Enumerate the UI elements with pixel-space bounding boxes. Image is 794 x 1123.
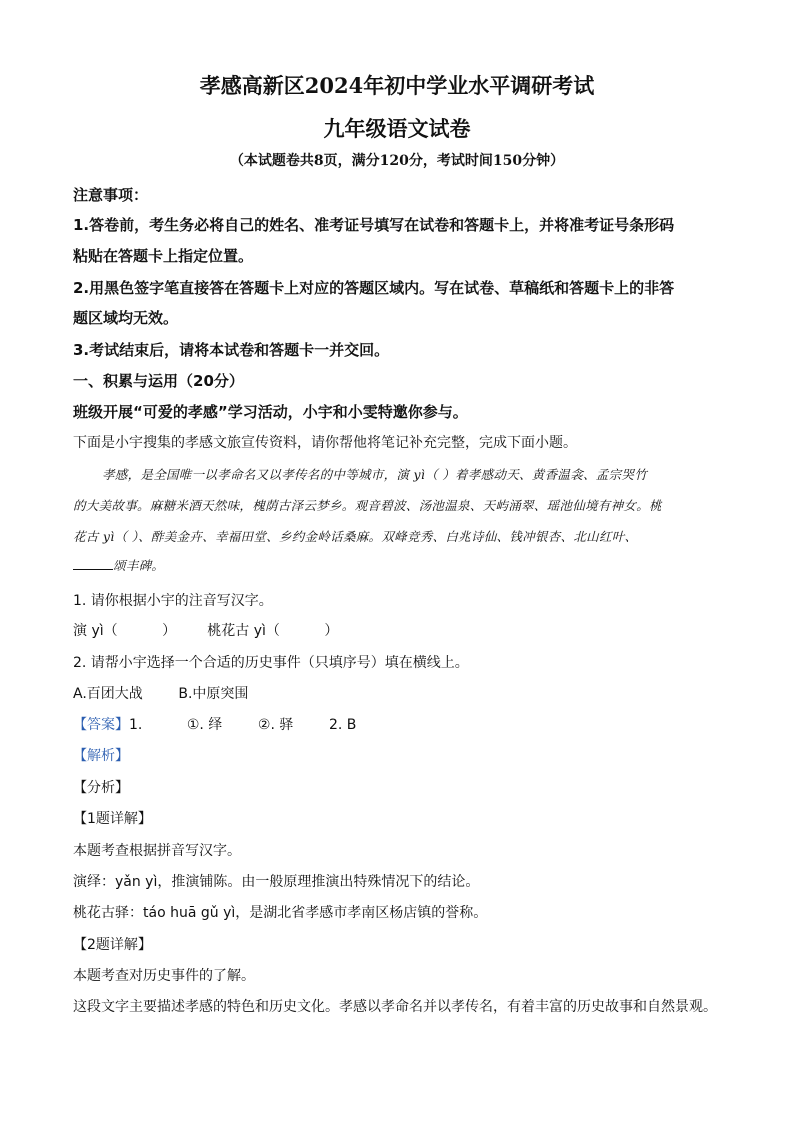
passage-line-4-text: 颂丰碑。: [113, 558, 165, 573]
detail-2-line-2: 这段文字主要描述孝感的特色和历史文化。孝感以孝命名并以孝传名，有着丰富的历史故事和自然景观。: [73, 999, 717, 1015]
question-2-options: A.百团大战 B.中原突围: [73, 686, 249, 702]
analysis-label: 【解析】: [73, 748, 129, 764]
notice-heading: 注意事项：: [73, 186, 149, 204]
question-2: 2. 请帮小宇选择一个合适的历史事件（只填序号）填在横线上。: [73, 655, 469, 671]
question-1-items: 演 yì（ ） 桃花古 yì（ ）: [73, 623, 339, 639]
notice-item-1-cont: 粘贴在答题卡上指定位置。: [73, 247, 254, 265]
section-task: 下面是小宇搜集的孝感文旅宣传资料，请你帮他将笔记补充完整，完成下面小题。: [73, 435, 577, 451]
history-event-blank: [73, 557, 113, 570]
passage-line-1: 孝感，是全国唯一以孝命名又以孝传名的中等城市，演 yì（ ）着孝感动天、黄香温衾、孟宗哭竹: [102, 467, 648, 482]
answer-line: [73, 714, 356, 734]
detail-1-line-2: 演绎：yǎn yì，推演铺陈。由一般原理推演出特殊情况下的结论。: [73, 874, 480, 890]
section-intro: 班级开展“可爱的孝感”学习活动，小宇和小雯特邀你参与。: [73, 403, 468, 421]
answer-content: 1. ①. 绎 ②. 驿 2. B: [129, 717, 357, 733]
passage-line-4: [73, 556, 164, 574]
page-title: 孝感高新区2024年初中学业水平调研考试: [199, 73, 595, 98]
notice-item-1: 1.答卷前，考生务必将自己的姓名、准考证号填写在试卷和答题卡上，并将准考证号条形码: [73, 216, 675, 234]
answer-label: 【答案】: [73, 717, 129, 733]
exam-info: （本试题卷共8页，满分120分，考试时间150分钟）: [229, 153, 565, 169]
detail-1-line-1: 本题考查根据拼音写汉字。: [73, 843, 241, 859]
notice-item-2-cont: 题区域均无效。: [73, 309, 179, 327]
detail-1-line-3: 桃花古驿：táo huā gǔ yì，是湖北省孝感市孝南区杨店镇的誉称。: [73, 905, 488, 921]
notice-item-2: 2.用黑色签字笔直接答在答题卡上对应的答题区域内。写在试卷、草稿纸和答题卡上的非答: [73, 279, 675, 297]
passage-line-2: 的大美故事。麻糖米酒天然味，槐荫古泽云梦乡。观音碧波、汤池温泉、天屿涌翠、瑶池仙境有神女。桃: [73, 498, 662, 513]
page-subtitle: 九年级语文试卷: [323, 116, 471, 141]
notice-item-3: 3.考试结束后，请将本试卷和答题卡一并交回。: [73, 341, 390, 359]
section-heading: 一、积累与运用（20分）: [73, 372, 244, 390]
passage-line-3: 花古 yì（ ）、酢美金卉、幸福田堂、乡约金岭话桑麻。双峰竞秀、白兆诗仙、钱冲银杏、北山红叶、: [73, 529, 638, 544]
detail-2-line-1: 本题考查对历史事件的了解。: [73, 968, 255, 984]
detail-2-label: 【2题详解】: [73, 937, 152, 953]
detail-1-label: 【1题详解】: [73, 811, 152, 827]
question-1: 1. 请你根据小宇的注音写汉字。: [73, 593, 273, 609]
analysis-sub-label: 【分析】: [73, 780, 129, 796]
